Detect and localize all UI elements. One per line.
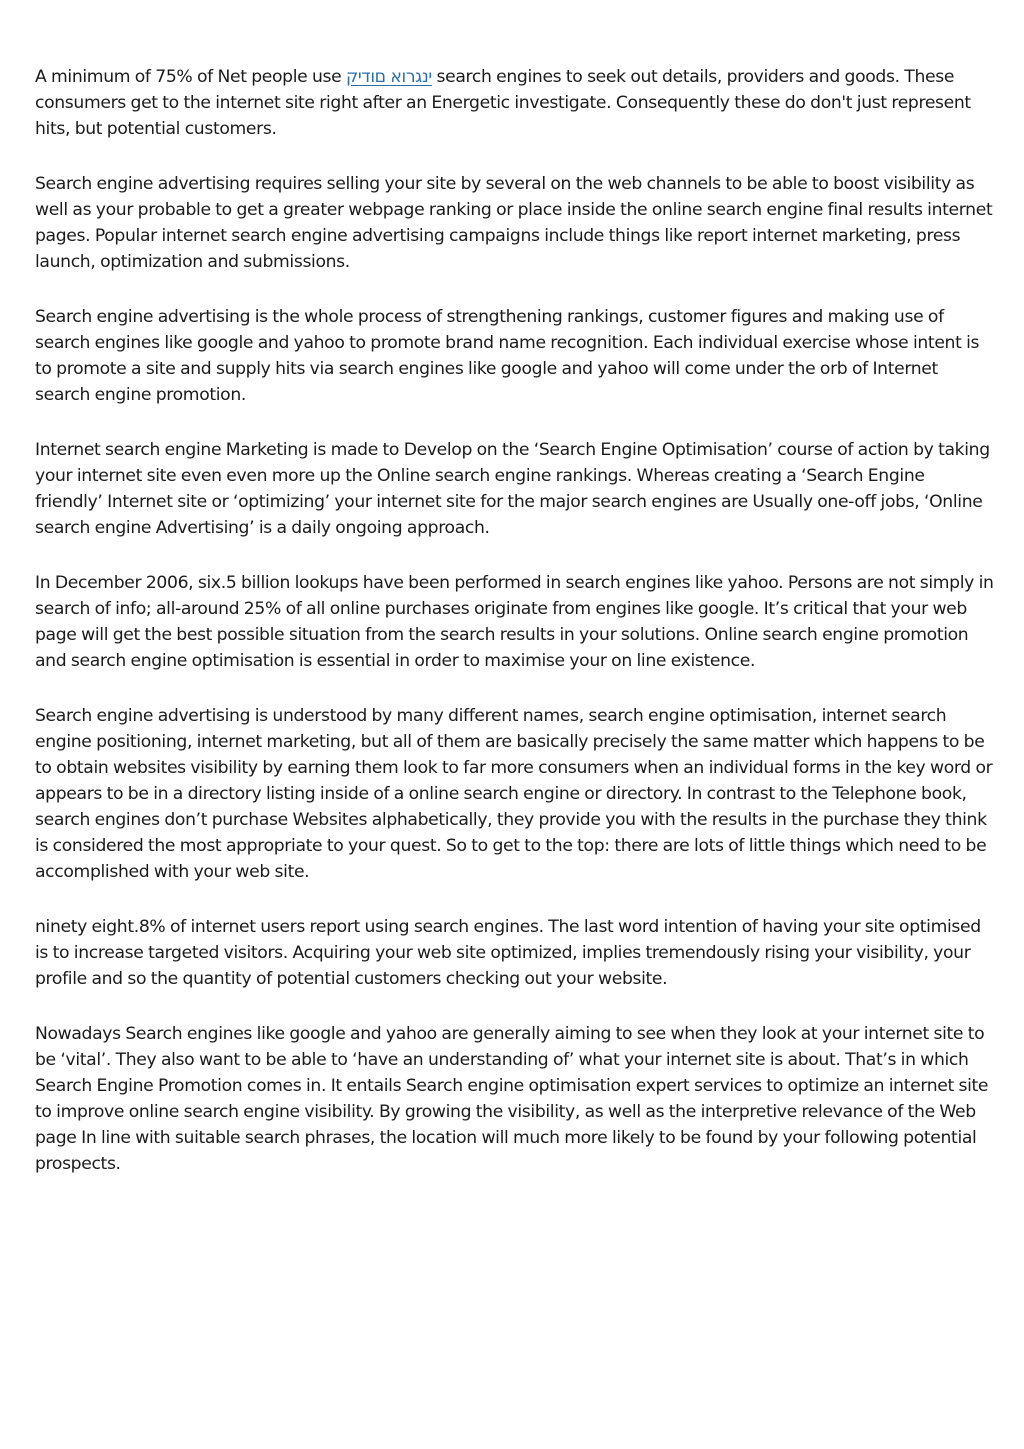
- paragraph-6: Search engine advertising is understood by many different names, search engine optimisation, internet search engine positioning, internet marketing, but all of them are basically precisely the same matter which happens to be to obtain websites visibility by earning them look to far more consumers when an individual forms in the key word or appears to be in a directory listing inside of a online search engine or directory. In contrast to the Telephone book, search engines don’t purchase Websites alphabetically, they provide you with the results in the purchase they think is considered the most appropriate to your quest. So to get to the top: there are lots of little things which need to be accomplished with your web site.: [35, 706, 993, 882]
- document-body: [35, 64, 995, 1206]
- paragraph-intro: [35, 64, 995, 142]
- paragraph-5: In December 2006, six.5 billion lookups have been performed in search engines like yahoo. Persons are not simply in search of info; all-around 25% of all online purchases originate from engines like google. It’s critical that your web page will get the best possible situation from the search results in your solutions. Online search engine promotion and search engine optimisation is essential in order to maximise your on line existence.: [35, 573, 994, 671]
- intro-text-before-link: A minimum of 75% of Net people use: [35, 67, 346, 87]
- hebrew-link[interactable]: ינגרוא םודיק: [345, 67, 432, 87]
- intro-text-after-link: search engines to seek out details, providers and goods. These consumers get to the internet site right after an Energetic investigate. Consequently these do don't just represent hits, but potential customers.: [35, 67, 971, 139]
- paragraph-4: Internet search engine Marketing is made to Develop on the ‘Search Engine Optimisation’ course of action by taking your internet site even even more up the Online search engine rankings. Whereas creating a ‘Search Engine friendly’ Internet site or ‘optimizing’ your internet site for the major search engines are Usually one-off jobs, ‘Online search engine Advertising’ is a daily ongoing approach.: [35, 440, 990, 538]
- paragraph-3: Search engine advertising is the whole process of strengthening rankings, customer figures and making use of search engines like google and yahoo to promote brand name recognition. Each individual exercise whose intent is to promote a site and supply hits via search engines like google and yahoo will come under the orb of Internet search engine promotion.: [35, 307, 980, 405]
- paragraph-7: ninety eight.8% of internet users report using search engines. The last word intention of having your site optimised is to increase targeted visitors. Acquiring your web site optimized, implies tremendously rising your visibility, your profile and so the quantity of potential customers checking out your website.: [35, 917, 981, 989]
- paragraph-8: Nowadays Search engines like google and yahoo are generally aiming to see when they look at your internet site to be ‘vital’. They also want to be able to ‘have an understanding of’ what your internet site is about. That’s in which Search Engine Promotion comes in. It entails Search engine optimisation expert services to optimize an internet site to improve online search engine visibility. By growing the visibility, as well as the interpretive relevance of the Web page In line with suitable search phrases, the location will much more likely to be found by your following potential prospects.: [35, 1024, 989, 1174]
- paragraph-2: Search engine advertising requires selling your site by several on the web channels to be able to boost visibility as well as your probable to get a greater webpage ranking or place inside the online search engine final results internet pages. Popular internet search engine advertising campaigns include things like report internet marketing, press launch, optimization and submissions.: [35, 174, 993, 272]
